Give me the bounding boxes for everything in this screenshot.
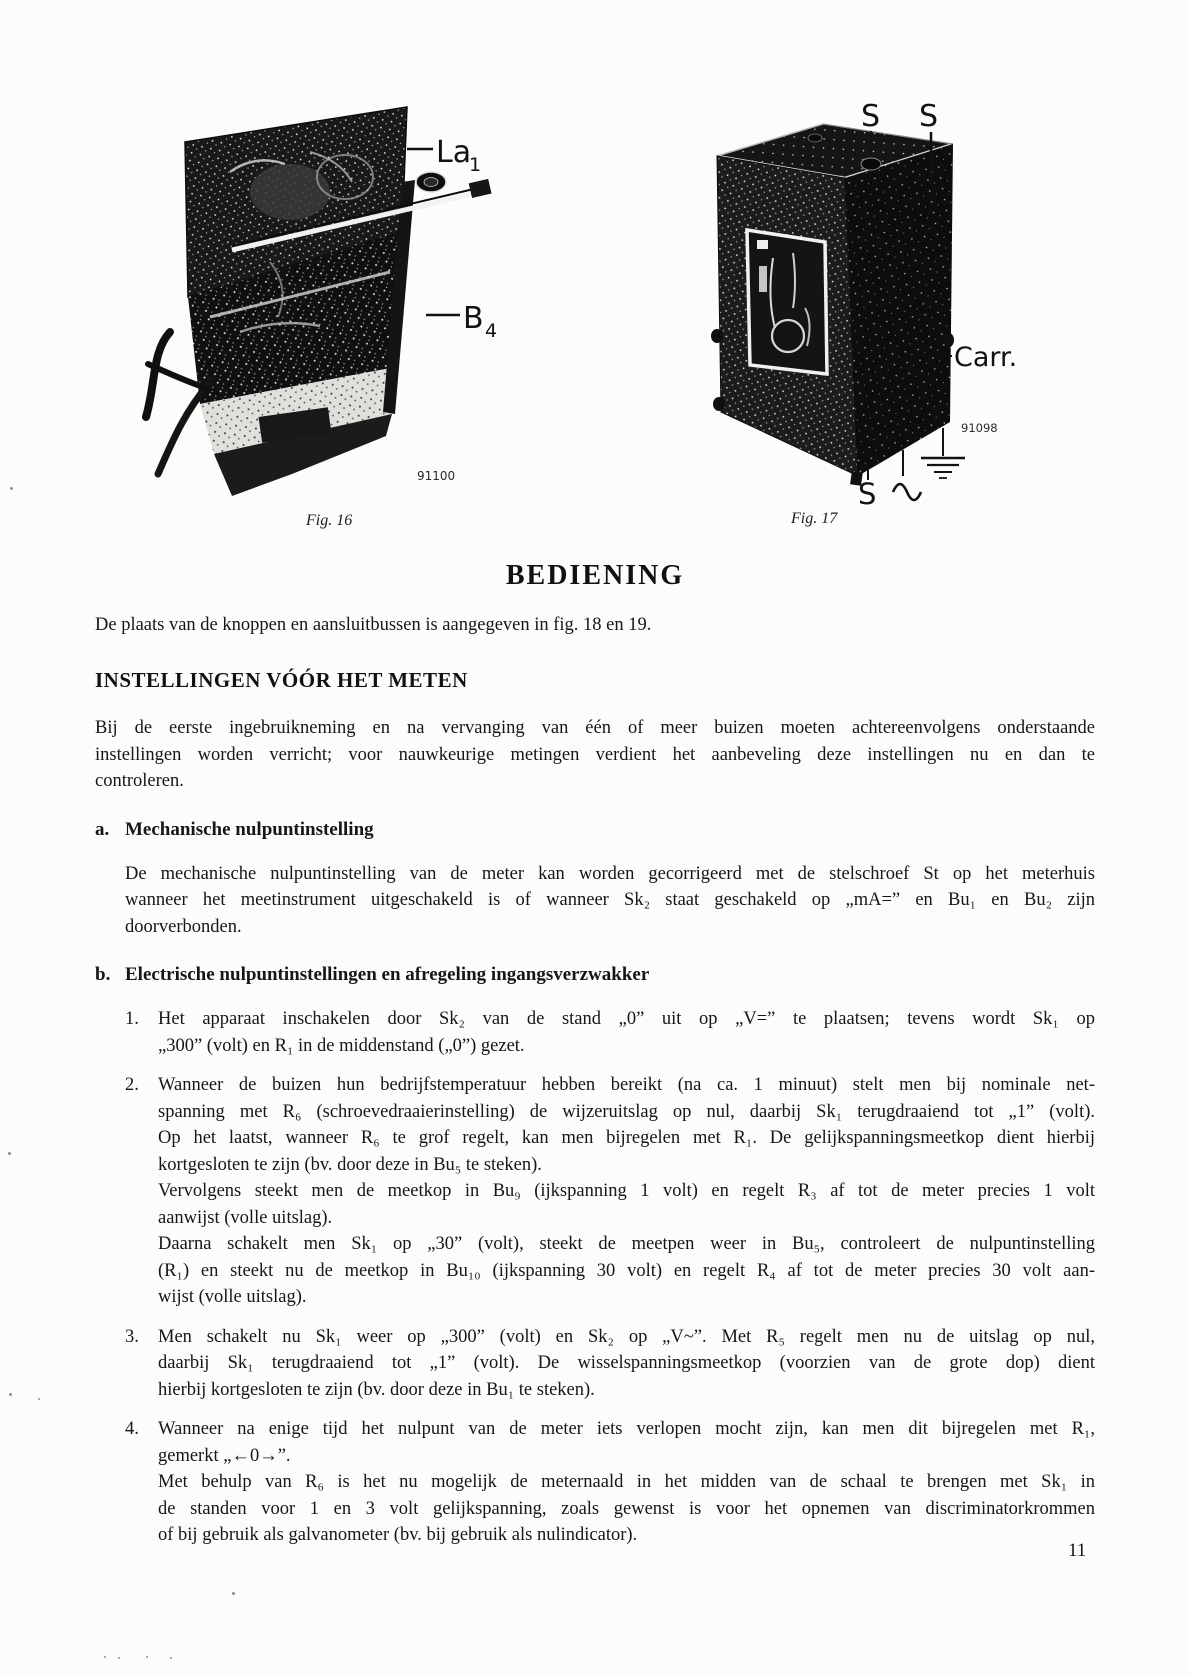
- text-line: Met behulp van R₆ is het nu mogelijk de meternaald in het midden van de schaal te brengen met Sk₁ in: [158, 1472, 1095, 1492]
- step-number: 3.: [125, 1326, 139, 1347]
- text-line: doorverbonden.: [125, 916, 242, 937]
- item-a-title: Mechanische nulpuntinstelling: [125, 818, 374, 840]
- text-line: Wanneer de buizen hun bedrijfstemperatuur hebben bereikt (na ca. 1 minuut) stelt men bij nominale net-: [158, 1075, 1095, 1095]
- item-a-body: [125, 861, 1095, 941]
- intro-paragraph: De plaats van de knoppen en aansluitbussen is aangegeven in fig. 18 en 19.: [95, 615, 652, 635]
- text-line: aanwijst (volle uitslag).: [158, 1207, 333, 1228]
- terminal-bump: [861, 158, 881, 170]
- figure-16-drawing: [140, 82, 505, 512]
- item-b-steps: [125, 1006, 1095, 1549]
- text-line: of bij gebruik als galvanometer (bv. bij gebruik als nulindicator).: [158, 1525, 638, 1545]
- label-s-bottom: S: [858, 477, 877, 510]
- text-line: controleren.: [95, 771, 184, 791]
- figure-17-drawing: [655, 78, 1020, 510]
- text-line: Vervolgens steekt men de meetkop in Bu₉ (ijkspanning 1 volt) en regelt R₃ af tot de meter precies 1 volt: [158, 1181, 1095, 1201]
- text-line: Men schakelt nu Sk₁ weer op „300” (volt) en Sk₂ op „V~”. Met R₅ regelt men nu de uitslag op nul,: [158, 1326, 1095, 1347]
- numbered-step: [125, 1072, 1095, 1311]
- text-line: gemerkt „←0→”.: [158, 1445, 291, 1466]
- text-line: „300” (volt) en R₁ in de middenstand („0”) gezet.: [158, 1035, 525, 1056]
- text-line: wanneer het meetinstrument uitgeschakeld is of wanneer Sk₂ staat geschakeld op „mA=” en Bu₁ en Bu₂ zijn: [125, 890, 1095, 910]
- text-line: Op het laatst, wanneer R₆ te grof regelt, kan men bijregelen met R₁. De gelijkspanningsmeetkop dient hierbij: [158, 1128, 1095, 1148]
- label-b4: B: [463, 301, 484, 336]
- scan-artifact: [118, 1657, 120, 1659]
- item-a-heading: [95, 819, 1095, 841]
- figure-17-caption: Fig. 17: [791, 510, 838, 527]
- text-line: spanning met R₆ (schroevedraaierinstelling) de wijzeruitslag op nul, daarbij Sk₁ terugdraaiend tot „1” (volt).: [158, 1101, 1095, 1122]
- earth-ground-icon: [921, 458, 965, 478]
- text-line: daarbij Sk₁ terugdraaiend tot „1” (volt). De wisselspanningsmeetkop (voorzien van de grote dop) dient: [158, 1353, 1095, 1373]
- scan-artifact: [146, 1656, 148, 1658]
- paragraph: [158, 1416, 1095, 1469]
- cabinet-photo-shapes: [711, 124, 954, 486]
- label-la1-subscript: 1: [469, 154, 482, 176]
- item-a-label: a.: [95, 818, 110, 840]
- figure-16-caption: Fig. 16: [306, 512, 353, 529]
- text-line: De mechanische nulpuntinstelling van de meter kan worden gecorrigeerd met de stelschroef St op het meterhuis: [125, 863, 1095, 884]
- text-line: Het apparaat inschakelen door Sk₂ van de stand „0” uit op „V=” te plaatsen; tevens wordt Sk₁ op: [158, 1009, 1095, 1029]
- text-line: Bij de eerste ingebruikneming en na vervanging van één of meer buizen moeten achtereenvolgens onderstaande: [95, 718, 1095, 738]
- numbered-step: [125, 1416, 1095, 1549]
- step-number: 4.: [125, 1419, 139, 1439]
- numbered-step: [125, 1006, 1095, 1059]
- scan-artifact: [170, 1657, 172, 1659]
- figure-17-photo: [655, 78, 1020, 510]
- text-line: kortgesloten te zijn (bv. door deze in Bu₅ te steken).: [158, 1154, 542, 1175]
- scan-artifact: [8, 1152, 11, 1155]
- label-la1: La: [436, 135, 472, 170]
- paragraph: [158, 1324, 1095, 1404]
- label-s-top-left: S: [861, 99, 881, 134]
- label-carr: Carr.: [954, 342, 1018, 373]
- paragraph: [158, 1006, 1095, 1059]
- paragraph: [158, 1231, 1095, 1311]
- text-line: (R₁) en steekt nu de meetkop in Bu₁₀ (ijkspanning 30 volt) en regelt R₄ af tot de meter precies 30 volt aan-: [158, 1260, 1095, 1281]
- text-line: instellingen worden verricht; voor nauwkeurige metingen verdient het aanbeveling deze instellingen nu en dan te: [95, 744, 1095, 765]
- text-line: Wanneer na enige tijd het nulpunt van de meter iets verlopen mocht zijn, kan men dit bijregelen met R₁,: [158, 1419, 1095, 1439]
- figure-16-photo: [140, 82, 505, 512]
- label-s-top-right: S: [919, 99, 939, 134]
- paragraph: [125, 861, 1095, 941]
- item-b-title: Electrische nulpuntinstellingen en afregeling ingangsverzwakker: [125, 964, 650, 985]
- step-body: [158, 1072, 1095, 1311]
- scan-artifact: [9, 1393, 12, 1396]
- scan-artifact: [38, 1398, 40, 1400]
- page-number: 11: [1068, 1540, 1087, 1561]
- settings-heading: INSTELLINGEN VÓÓR HET METEN: [95, 668, 468, 692]
- step-number: 1.: [125, 1009, 139, 1029]
- scan-artifact: [232, 1592, 235, 1595]
- page-title: BEDIENING: [505, 560, 685, 591]
- scan-artifact: [104, 1656, 106, 1658]
- scan-artifact: [10, 487, 13, 490]
- photo-code-91098: 91098: [961, 421, 998, 435]
- settings-intro: [95, 715, 1095, 795]
- page-body: [95, 560, 1095, 1562]
- paragraph: [95, 715, 1095, 795]
- step-body: [158, 1416, 1095, 1549]
- item-b-label: b.: [95, 964, 111, 985]
- step-body: [158, 1006, 1095, 1059]
- text-line: Daarna schakelt men Sk₁ op „30” (volt), steekt de meetpen weer in Bu₅, controleert de nulpuntinstelling: [158, 1234, 1095, 1254]
- item-b-heading: [95, 964, 1095, 986]
- paragraph: [158, 1178, 1095, 1231]
- ac-wave-icon: [893, 484, 921, 500]
- step-body: [158, 1324, 1095, 1404]
- step-number: 2.: [125, 1075, 139, 1095]
- paragraph: [158, 1072, 1095, 1178]
- text-line: hierbij kortgesloten te zijn (bv. door deze in Bu₁ te steken).: [158, 1379, 595, 1400]
- photo-code-91100: 91100: [417, 469, 456, 483]
- numbered-step: [125, 1324, 1095, 1404]
- label-b4-subscript: 4: [485, 320, 498, 342]
- text-line: wijst (volle uitslag).: [158, 1287, 307, 1307]
- paragraph: [158, 1469, 1095, 1549]
- text-line: de standen voor 1 en 3 volt gelijkspanning, zoals gewenst is voor het opnemen van discriminatorkrommen: [158, 1498, 1095, 1519]
